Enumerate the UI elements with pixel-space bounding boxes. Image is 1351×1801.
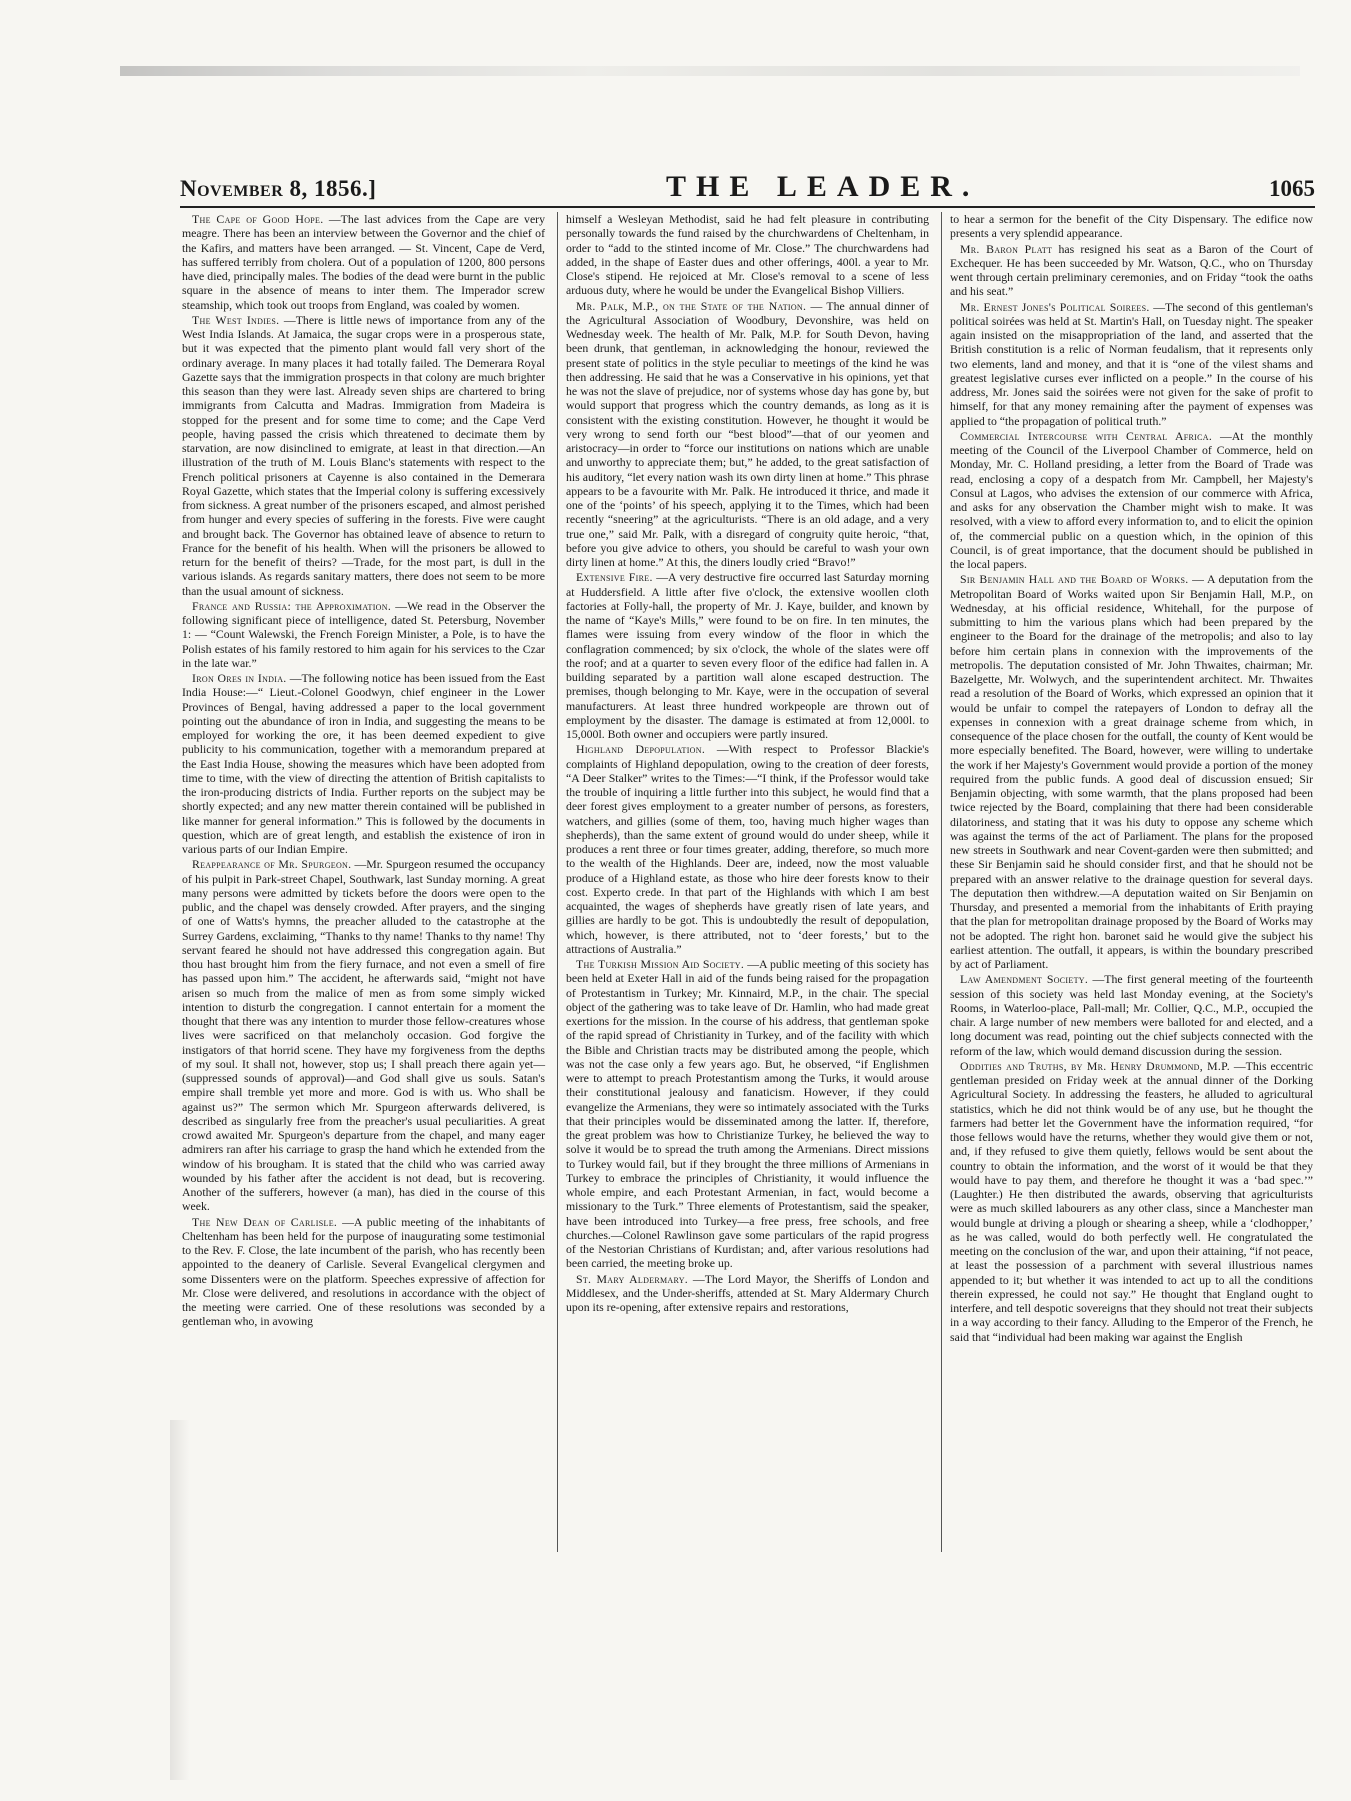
article-text: —The Lord Mayor, the Sheriffs of London and Middlesex, and the Under-sheriffs, attended at St. Mary Aldermary Church upon its re-opening, after extensive repairs and restorations, <box>566 1271 930 1314</box>
article-heading: Law Amendment Society. <box>960 972 1089 987</box>
column-2 <box>557 212 931 1552</box>
article-heading: France and Russia: the Approximation. <box>192 598 392 613</box>
article-text: himself a Wesleyan Methodist, said he had felt pleasure in contributing personally towards the fund raised by the churchwardens of Cheltenham, in order to “add to the stinted income of Mr. Close.” The churchwardens had added, in the shape of Easter dues and other offerings, 400l. a year to Mr. Close's stipend. He rejoiced at Mr. Close's removal to a scene of less arduous duty, where he would be under the Evangelical Bishop Villiers. <box>566 212 929 298</box>
article-text: —The last advices from the Cape are very meagre. There has been an interview between the Governor and the chief of the Kafirs, and matters have been arranged. — St. Vincent, Cape de Verd, has suffered terribly from cholera. Out of a population of 1200, 800 persons have died, principally males. The bodies of the dead were burnt in the public square in the absence of means to inter them. The Imperador screw steamship, which took out troops from England, was coaled by women. <box>182 212 546 312</box>
article-heading: The Cape of Good Hope. <box>192 212 324 226</box>
article-heading: Reappearance of Mr. Spurgeon. <box>192 857 352 872</box>
paper-stain <box>120 66 1300 76</box>
article-paragraph <box>182 671 545 856</box>
article-paragraph <box>950 572 1313 971</box>
article-columns <box>180 212 1315 1552</box>
article-text: —The following notice has been issued from the East India House:—“ Lieut.-Colonel Goodwyn, chief engineer in the Lower Provinces of Bengal, having addressed a paper to the local government pointing out the abundance of iron in India, and suggesting the means to be employed for working the ore, it has been deemed expedient to give publicity to his communication, together with a memorandum prepared at the East India House, showing the measures which have been adopted from time to time, with the view of directing the attention of British capitalists to the iron-producing districts of India. Further reports on the subject may be shortly expected; and any new matter therein contained will be published in like manner for general information.” This is followed by the documents in question, which are of great length, and establish the existence of iron in various parts of our Indian Empire. <box>182 671 546 856</box>
article-text: —This eccentric gentleman presided on Friday week at the annual dinner of the Dorking Agricultural Society. In addressing the feasters, he alluded to agricultural statistics, which he did not think would be of any use, but he thought the farmers had better let the Government have the information required, “for those fellows would have the returns, whether they would give them or not, and, if they refused to give them quietly, fellows would be sent about the country to obtain the information, and the worst of it would be that they would have to pay them, and therefore he thought it was a ‘bad spec.’” (Laughter.) He then distributed the awards, observing that agriculturists were as much skilled labourers as any other class, since a Manchester man would bungle at driving a plough or shearing a sheep, while a ‘clodhopper,’ as he was called, would do both perfectly well. He congratulated the meeting on the conclusion of the war, and upon their attaining, “if not peace, at least the possession of a parchment with several illustrious names appended to it; but whether it was intended to act up to all the conditions therein expressed, he could not say.” He thought that England ought to interfere, and tell despotic sovereigns that they should not treat their subjects in a way according to their fancy. Alluding to the Emperor of the French, he said that “individual had been making war against the English <box>950 1058 1314 1344</box>
article-paragraph <box>950 212 1313 241</box>
article-paragraph <box>566 299 929 570</box>
article-heading: Oddities and Truths, by Mr. Henry Drummond, M.P. <box>960 1058 1230 1073</box>
article-paragraph <box>182 313 545 598</box>
article-text: has resigned his seat as a Baron of the Court of Exchequer. He has been succeeded by Mr. Watson, Q.C., who on Thursday went through certain preliminary ceremonies, and on Friday “took the oaths and his seat.” <box>950 241 1313 299</box>
article-text: —A very destructive fire occurred last Saturday morning at Huddersfield. A little after five o'clock, the extensive woollen cloth factories at Folly-hall, the property of Mr. J. Kaye, builder, and known by the name of “Kaye's Mills,” were found to be on fire. In ten minutes, the flames were issuing from every window of the floor in which the conflagration commenced; by six o'clock, the whole of the slates were off the roof; and at a quarter to seven every floor of the edifice had fallen in. A building separated by a partition wall alone escaped destruction. The premises, though belonging to Mr. Kaye, were in the occupation of several manufacturers. At least three hundred workpeople are thrown out of employment by the disaster. The damage is estimated at from 12,000l. to 15,000l. Both owner and occupiers were partly insured. <box>566 570 929 741</box>
article-paragraph <box>950 1059 1313 1344</box>
article-paragraph <box>950 429 1313 572</box>
article-paragraph <box>950 242 1313 299</box>
article-text: to hear a sermon for the benefit of the City Dispensary. The edifice now presents a very splendid appearance. <box>950 212 1313 241</box>
article-text: —The first general meeting of the fourteenth session of this society was held last Monday evening, at the Society's Rooms, in Waterloo-place, Pall-mall; Mr. Collier, Q.C., M.P., occupied the chair. A large number of new members were balloted for and elected, and a long document was read, pointing out the chief subjects connected with the reform of the law, which would demand discussion during the session. <box>950 972 1314 1058</box>
article-paragraph <box>566 212 929 298</box>
article-heading: The New Dean of Carlisle. <box>192 1214 338 1229</box>
article-paragraph <box>182 857 545 1213</box>
article-paragraph <box>182 212 545 312</box>
newspaper-title: THE LEADER. <box>666 170 980 203</box>
article-text: —There is little news of importance from any of the West India Islands. At Jamaica, the sugar crops were in a prosperous state, but it was expected that the pimento plant would fall very short of the ordinary average. In many places it had totally failed. The Demerara Royal Gazette says that the immigration prospects in that colony are much brighter this season than they were last. Already seven ships are chartered to bring immigrants from Calcutta and Madras. Immigration from Madeira is stopped for the present and for some time to come; and the Cape Verd people, having passed the crisis which threatened to decimate them by starvation, are now disinclined to emigrate, at least in that direction.—An illustration of the truth of M. Louis Blanc's statements with respect to the French political prisoners at Cayenne is also contained in the Demerara Royal Gazette, which states that the Imperial colony is suffering excessively from sickness. A great number of the prisoners escaped, and almost perished from hunger and every species of suffering in the forests. Five were caught and brought back. The Governor has obtained leave of absence to return to France for the benefit of his health. When will the prisoners be allowed to return for the benefit of theirs? —Trade, for the most part, is dull in the various islands. As regards sanitary matters, there does not seem to be more than the usual amount of sickness. <box>182 312 545 598</box>
article-paragraph <box>182 1215 545 1329</box>
article-paragraph <box>566 1272 929 1315</box>
binding-shadow <box>170 1420 190 1780</box>
article-text: —We read in the Observer the following significant piece of intelligence, dated St. Petersburg, November 1: — “Count Walewski, the French Foreign Minister, a Pole, is to have the Polish estates of his family restored to him again for his services to the Czar in the late war.” <box>182 598 545 670</box>
article-heading: Highland Depopulation. <box>576 742 706 757</box>
article-heading: St. Mary Aldermary. <box>576 1271 689 1286</box>
article-heading: Mr. Palk, M.P., on the State of the Nation. <box>576 298 807 313</box>
article-text: — A deputation from the Metropolitan Board of Works waited upon Sir Benjamin Hall, M.P., on Wednesday, at his official residence, Whitehall, for the purpose of submitting to him the various plans which had been prepared by the engineer to the Board for the drainage of the metropolis; and also to lay before him certain plans in connexion with the improvements of the metropolis. The deputation consisted of Mr. John Thwaites, chairman; Mr. Bazelgette, Mr. Wolwych, and the superintendent architect. Mr. Thwaites read a resolution of the Board of Works, which expressed an opinion that it would be unfair to compel the ratepayers of London to defray all the expenses in connexion with a great drainage scheme from which, in consequence of the place chosen for the outfall, the county of Kent would be more especially benefited. The Board, however, were willing to undertake the work if her Majesty's Government would provide a portion of the money required from the public funds. A good deal of discussion ensued; Sir Benjamin objecting, with some warmth, that the plans proposed had been twice rejected by the Board, complaining that there had been considerable dilatoriness, and stating that it was his duty to oppose any scheme which was against the terms of the act of Parliament. The plans for the proposed new streets in Southwark and near Covent-garden were then submitted; and these Sir Benjamin said he should consider first, and that he should not be prepared with an answer relative to the drainage question for several days. The deputation then withdrew.—A deputation waited on Sir Benjamin on Thursday, and presented a memorial from the inhabitants of Erith praying that the plan for metropolitan drainage proposed by the Board of Works may not be adopted. The right hon. baronet said he would give the subject his earliest attention. The outfall, it appears, is within the boundary prescribed by act of Parliament. <box>950 572 1313 971</box>
article-paragraph <box>566 570 929 741</box>
article-heading: Commercial Intercourse with Central Africa. <box>960 428 1213 443</box>
article-heading: The Turkish Mission Aid Society. <box>576 957 745 971</box>
article-heading: Mr. Ernest Jones's Political Soirees. <box>960 299 1150 314</box>
article-text: —At the monthly meeting of the Council of the Liverpool Chamber of Commerce, held on Monday, Mr. C. Holland presiding, a letter from the Board of Trade was read, enclosing a copy of a despatch from Mr. Campbell, her Majesty's Consul at Lagos, who advises the extension of our commerce with Africa, and asks for any observation the Chamber might wish to make. It was resolved, with a view to afford every information to, and to elicit the opinion of, the commercial public on a question which, in the opinion of this Council, is of great importance, that the document should be published in the local papers. <box>950 428 1313 571</box>
column-3 <box>941 212 1315 1552</box>
article-paragraph <box>950 300 1313 428</box>
article-text: — The annual dinner of the Agricultural Association of Woodbury, Devonshire, was held on Wednesday week. The health of Mr. Palk, M.P. for South Devon, having been drunk, that gentleman, in acknowledging the honour, reviewed the present state of politics in the style peculiar to meetings of the kind he was then addressing. He said that he was a Conservative in his opinions, yet that he was not the slave of prejudice, nor of systems whose day has gone by, but would support that progress which the country demands, as long as it is consistent with the existing constitution. However, he thought it would be very wrong to send forth our “best blood”—that of our yeomen and aristocracy—in order to “force our institutions on nations which are unable and unworthy to appreciate them; but,” he added, to the great satisfaction of his auditory, “let every nation wash its own dirty linen at home.” This phrase appears to be a favourite with Mr. Palk. He introduced it thrice, and made it one of the ‘points’ of his speech, applying it to the Times, which had been recently “sneering” at the agriculturists. “There is an old adage, and a very true one,” said Mr. Palk, with a disregard of congruity quite heroic, “that, before you give advice to others, you should be careful to wash your own dirty linen at home.” At this, the diners loudly cried “Bravo!” <box>566 298 929 569</box>
article-heading: The West Indies. <box>192 312 280 327</box>
article-paragraph <box>950 972 1313 1058</box>
article-text: —Mr. Spurgeon resumed the occupancy of his pulpit in Park-street Chapel, Southwark, last Sunday morning. A great many persons were admitted by tickets before the doors were open to the public, and the chapel was densely crowded. After prayers, and the singing of one of Watts's hymns, the preacher alluded to the catastrophe at the Surrey Gardens, exclaiming, “Thanks to thy name! Thanks to thy name! Thy servant feared he should not have addressed this congregation again. But thou hast brought him from the fiery furnace, and not even a smell of fire has passed upon him.” The accident, he afterwards said, “might not have arisen so much from the malice of men as from some simply wicked intention to disturb the congregation. I cannot entertain for a moment the thought that there was any intention to murder those fellow-creatures whose lives were sacrificed on that melancholy occasion. God forgive the instigators of that horrid scene. They have my forgiveness from the depths of my soul. It shall not, however, stop us; I shall preach there again yet— (suppressed sounds of approval)—and God shall give us souls. Satan's empire shall tremble yet more and more. God is with us. Who shall be against us?” The sermon which Mr. Spurgeon afterwards delivered, is described as singularly free from the preacher's usual peculiarities. A great crowd awaited Mr. Spurgeon's departure from the chapel, and many eager admirers ran after his carriage to grasp the hand which he extended from the window of his brougham. It is stated that the child who was carried away wounded by his father after the accident is not dead, but is recovering. Another of the sufferers, however (a man), has died in the course of this week. <box>182 857 545 1214</box>
page-number: 1065 <box>1269 176 1315 201</box>
article-heading: Mr. Baron Platt <box>960 241 1053 256</box>
article-heading: Extensive Fire. <box>576 570 653 585</box>
article-text: —With respect to Professor Blackie's complaints of Highland depopulation, owing to the creation of deer forests, “A Deer Stalker” writes to the Times:—“I think, if the Professor would take the trouble of inquiring a little further into this subject, he would find that a deer forest gives employment to a greater number of persons, as foresters, watchers, and gillies (some of them, too, having much higher wages than shepherds), than the same extent of ground would do under sheep, while it produces a rent three or four times greater, adding, therefore, so much more to the wealth of the Highlands. Deer are, indeed, now the most valuable produce of a Highland estate, as those who hire deer forests know to their cost. Experto crede. In that part of the Highlands with which I am best acquainted, the wages of shepherds have greatly risen of late years, and gillies are hardly to be got. This is undoubtedly the result of depopulation, which, however, is there attributed, not to ‘deer forests,’ but to the attractions of Australia.” <box>566 742 929 956</box>
article-heading: Sir Benjamin Hall and the Board of Works. <box>960 572 1189 587</box>
article-paragraph <box>566 742 929 956</box>
masthead-rule <box>180 206 1315 208</box>
article-text: —A public meeting of the inhabitants of Cheltenham has been held for the purpose of inaugurating some testimonial to the Rev. F. Close, the late incumbent of the parish, who has recently been appointed to the deanery of Carlisle. Several Evangelical clergymen and some Dissenters were on the platform. Speeches expressive of affection for Mr. Close were delivered, and resolutions in accordance with the object of the meeting were carried. One of these resolutions was seconded by a gentleman who, in avowing <box>182 1214 545 1329</box>
article-heading: Iron Ores in India. <box>192 671 287 685</box>
article-text: —The second of this gentleman's political soirées was held at St. Martin's Hall, on Tuesday night. The speaker again insisted on the misappropriation of the land, and asserted that the British constitution is a relic of Norman feudalism, that it represents only two elements, land and money, and that it is “one of the vilest shams and greatest legislative curses ever inflicted on a people.” In the course of his address, Mr. Jones said the soirées were not given for the sake of profit to himself, for that any money remaining after the payment of expenses was applied to “the propagation of political truth.” <box>950 299 1313 428</box>
article-paragraph <box>566 957 929 1271</box>
column-1 <box>180 212 547 1552</box>
article-text: —A public meeting of this society has been held at Exeter Hall in aid of the funds being raised for the propagation of Protestantism in Turkey; Mr. Kinnaird, M.P., in the chair. The special object of the gathering was to take leave of Dr. Hamlin, who had made great exertions for the mission. In the course of his address, that gentleman spoke of the rapid spread of Christianity in Turkey, and of the facility with which the Bible and Christian tracts may be distributed among the people, which was not the case only a few years ago. But, he observed, “if Englishmen were to attempt to preach Protestantism among the Turks, it would arouse their constitutional jealousy and fanaticism. However, if they could evangelize the Armenians, they were so intimately associated with the Turks that their principles would be disseminated among the latter. If, therefore, the great problem was how to Christianize Turkey, he believed the way to solve it would be to spread the truth among the Armenians. Direct missions to Turkey would fail, but if they brought the three millions of Armenians in Turkey to embrace the principles of Christianity, it would influence the whole empire, and each Protestant Armenian, in fact, would become a missionary to the Turk.” Three elements of Protestantism, said the speaker, have been introduced into Turkey—a free press, free schools, and free churches.—Colonel Rawlinson gave some particulars of the rapid progress of the Nestorian Christians of Kurdistan; and, after various resolutions had been carried, the meeting broke up. <box>566 957 929 1271</box>
masthead <box>180 170 1315 206</box>
issue-date: November 8, 1856.] <box>180 176 377 201</box>
article-paragraph <box>182 599 545 670</box>
